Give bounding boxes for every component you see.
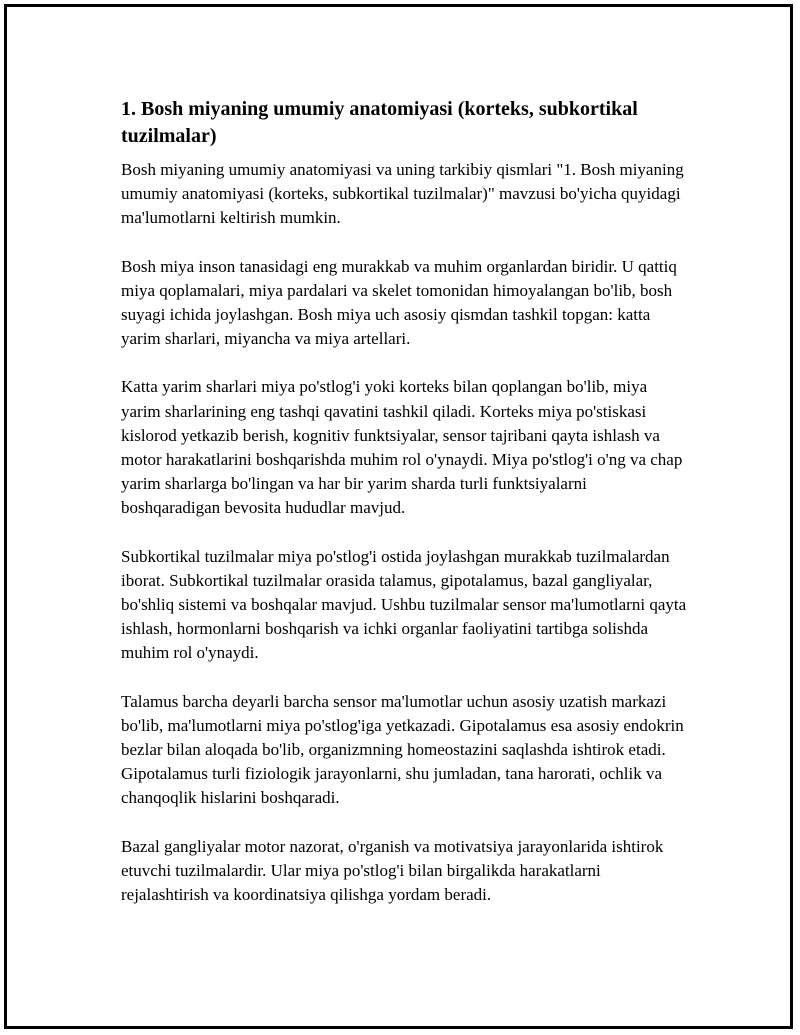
paragraph-4: Subkortikal tuzilmalar miya po'stlog'i ostida joylashgan murakkab tuzilmalardan iborat. Subkortikal tuzilmalar orasida talamus, gipotalamus, bazal gangliyalar, bo'shliq sistemi va boshqalar mavjud. Ushbu tuzilmalar sensor ma'lumotlarni qayta ishlash, hormonlarni boshqarish va ichki organlar faoliyatini tartibga solishda muhim rol o'ynaydi. xyxy=(121,546,687,663)
paragraph-3: Katta yarim sharlari miya po'stlog'i yoki korteks bilan qoplangan bo'lib, miya yarim sharlarining eng tashqi qavatini tashkil qiladi. Korteks miya po'stiskasi kislorod yetkazib berish, kognitiv funktsiyalar, sensor tajribani qayta ishlash va motor harakatlarini boshqarishda muhim rol o'ynaydi. Miya po'stlog'i o'ng va chap yarim sharlarga bo'lingan va har bir yarim sharda turli funktsiyalarni boshqaradigan bevosita hududlar mavjud. xyxy=(121,377,683,518)
document-title: 1. Bosh miyaning umumiy anatomiyasi (korteks, subkortikal tuzilmalar) xyxy=(121,98,638,147)
paragraph-5: Talamus barcha deyarli barcha sensor ma'lumotlar uchun asosiy uzatish markazi bo'lib, ma'lumotlarni miya po'stlog'iga yetkazadi. Gipotalamus esa asosiy endokrin bezlar bilan aloqada bo'lib, organizmning homeostazini saqlashda ishtirok etadi. Gipotalamus turli fiziologik jarayonlarni, shu jumladan, tana harorati, ochlik va chanqoqlik hislarini boshqaradi. xyxy=(121,691,684,808)
document-page xyxy=(4,4,793,1029)
paragraph-2: Bosh miya inson tanasidagi eng murakkab va muhim organlardan biridir. U qattiq miya qoplamalari, miya pardalari va skelet tomonidan himoyalangan bo'lib, bosh suyagi ichida joylashgan. Bosh miya uch asosiy qismdan tashkil topgan: katta yarim sharlari, miyancha va miya artellari. xyxy=(121,256,677,349)
document-body xyxy=(121,96,687,931)
paragraph-6: Bazal gangliyalar motor nazorat, o'rganish va motivatsiya jarayonlarida ishtirok etuvchi tuzilmalardir. Ular miya po'stlog'i bilan birgalikda harakatlarni rejalashtirish va koordinatsiya qilishga yordam beradi. xyxy=(121,836,664,905)
paragraph-1: Bosh miyaning umumiy anatomiyasi va uning tarkibiy qismlari "1. Bosh miyaning umumiy anatomiyasi (korteks, subkortikal tuzilmalar)" mavzusi bo'yicha quyidagi ma'lumotlarni keltirish mumkin. xyxy=(121,160,684,228)
